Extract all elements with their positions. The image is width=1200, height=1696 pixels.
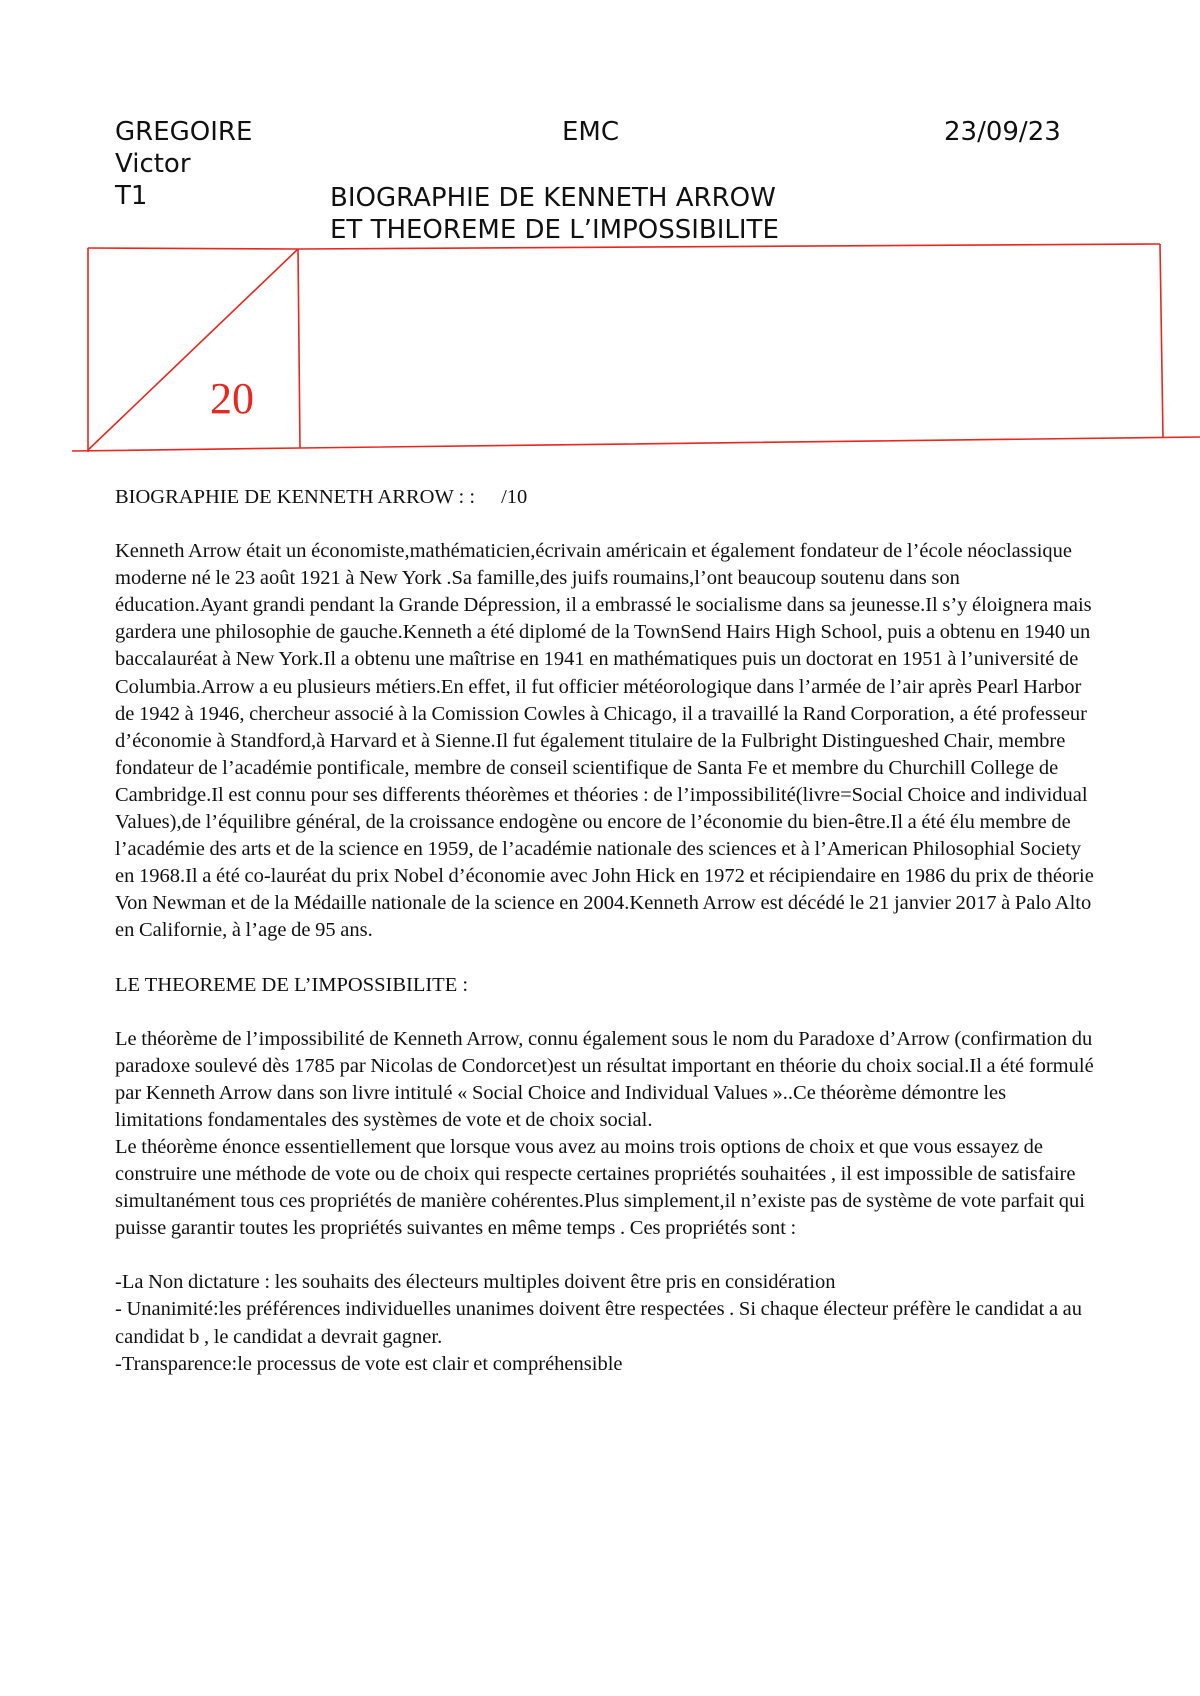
theorem-paragraph-2: Le théorème énonce essentiellement que lorsque vous avez au moins trois options de choix et que vous essayez de construire une méthode de vote ou de choix qui respecte certaines propriétés souhaitées , il est impossible de satisfaire simultanément tous ces propriétés de manière cohérentes.Plus simplement,il n’existe pas de système de vote parfait qui puisse garantir toutes les propriétés suivantes en même temps . Ces propriétés sont : — [115, 1135, 1085, 1240]
student-first-name: Victor — [115, 149, 191, 179]
document-title-line1: BIOGRAPHIE DE KENNETH ARROW — [330, 183, 776, 213]
grade-box-divider — [298, 249, 300, 448]
biography-heading: BIOGRAPHIE DE KENNETH ARROW : : — [115, 486, 476, 508]
grade-box-top-right-edge — [298, 244, 1160, 249]
biography-points: /10 — [501, 486, 528, 508]
property-item-transparence: -Transparence:le processus de vote est clair et compréhensible — [115, 1352, 623, 1375]
student-class: T1 — [115, 181, 148, 211]
biography-heading-line — [115, 484, 1095, 511]
biography-paragraph: Kenneth Arrow était un économiste,mathématicien,écrivain américain et également fondateur de l’école néoclassique moderne né le 23 août 1921 à New York .Sa famille,des juifs roumains,l’ont beaucoup soutenu dans son éducation.Ayant grandi pendant la Grande Dépression, il a embrassé le socialisme dans sa jeunesse.Il s’y éloignera mais gardera une philosophie de gauche.Kenneth a été diplomé de la TownSend Hairs High School, puis a obtenu en 1940 un baccalauréat à New York.Il a obtenu une maîtrise en 1941 en mathématiques puis un doctorat en 1951 à l’université de Columbia.Arrow a eu plusieurs métiers.En effet, il fut officier météorologique dans l’armée de l’air après Pearl Harbor de 1942 à 1946, chercheur associé à la Comission Cowles à Chicago, il a travaillé la Rand Corporation, a été professeur d’économie à Standford,à Harvard et à Sienne.Il fut également titulaire de la Fulbright Distingueshed Chair, membre fondateur de l’académie pontificale, membre de conseil scientifique de Santa Fe et membre du Churchill College de Cambridge.Il est connu pour ses differents théorèmes et théories : de l’impossibilité(livre=Social Choice and individual Values),de l’équilibre général, de la croissance endogène ou encore de l’économie du bien-être.Il a été élu membre de l’académie des arts et de la science en 1959, de l’académie nationale des sciences et à l’American Philosophial Society en 1968.Il a été co-lauréat du prix Nobel d’économie avec John Hick en 1972 et récipiendaire en 1986 du prix de théorie Von Newman et de la Médaille nationale de la science en 2004.Kenneth Arrow est décédé le 21 janvier 2017 à Palo Alto en Californie, à l’age de 95 ans. — [115, 540, 1094, 942]
property-item-unanimite: - Unanimité:les préférences individuelles unanimes doivent être respectées . Si chaque électeur préfère le candidat a au candidat b , le candidat a devrait gagner. — [115, 1298, 1083, 1348]
grade-score: 20 — [210, 374, 254, 423]
grade-box-top-left-edge — [88, 248, 298, 249]
property-item-non-dictature: -La Non dictature : les souhaits des électeurs multiples doivent être pris en considération — [115, 1271, 836, 1294]
grade-box-right-edge — [1160, 244, 1163, 438]
document-date: 23/09/23 — [944, 117, 1061, 147]
grade-box-diagonal — [88, 249, 298, 450]
theorem-heading: LE THEOREME DE L’IMPOSSIBILITE : — [115, 973, 469, 996]
theorem-paragraph-1: Le théorème de l’impossibilité de Kenneth Arrow, connu également sous le nom du Paradoxe d’Arrow (confirmation du paradoxe soulevé dès 1785 par Nicolas de Condorcet)est un résultat important en théorie du choix social.Il a été formulé par Kenneth Arrow dans son livre intitulé « Social Choice and Individual Values »..Ce théorème démontre les limitations fondamentales des systèmes de vote et de choix social. — [115, 1027, 1094, 1131]
student-last-name: GREGOIRE — [115, 117, 253, 147]
subject-label: EMC — [562, 117, 620, 147]
document-title-line2: ET THEOREME DE L’IMPOSSIBILITE — [330, 215, 779, 245]
grade-box-bottom-edge — [72, 437, 1200, 451]
grade-box-drawing — [0, 0, 1200, 460]
document-body — [115, 484, 1095, 1378]
